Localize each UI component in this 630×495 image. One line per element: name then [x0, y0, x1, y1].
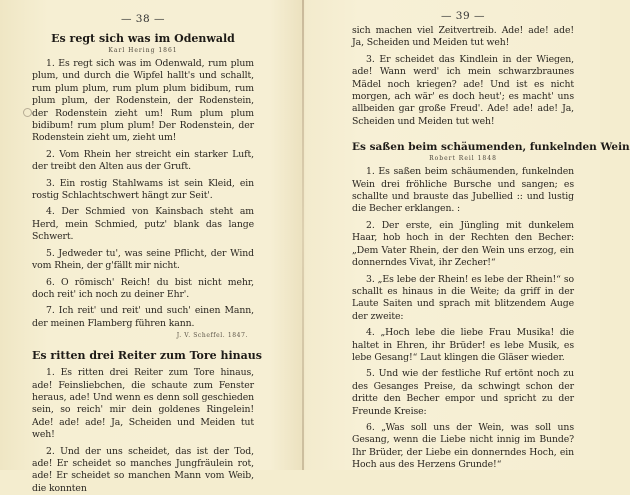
left-page — [32, 0, 262, 494]
song-title: Es ritten drei Reiter zum Tore hinaus — [32, 349, 262, 363]
song-author: Robert Reil 1848 — [429, 155, 497, 163]
right-page — [352, 0, 630, 471]
book-gutter — [302, 0, 304, 470]
stanza: 6. „Was soll uns der Wein, was soll uns Gesang, wenn die Liebe nicht innig im Bunde? Ihr Brüder, der Liebe ein donnerndes Hoch, ein Hoch aus des Herzens Grunde!“ — [352, 421, 574, 471]
song-title: Es regt sich was im Odenwald — [51, 32, 235, 45]
song-title: Es saßen beim schäumenden, funkelnden Wein — [352, 141, 630, 154]
margin-ring-mark — [23, 108, 32, 117]
stanza: 1. Es saßen beim schäumenden, funkelnden Wein drei fröhliche Bursche und sangen; es schallte und brauste das Jubellied :: und lustig die Becher erklangen. : — [352, 166, 574, 215]
stanza: 3. Er scheidet das Kindlein in der Wiegen, ade! Wann werd' ich mein schwarzbraunes Mädel noch kriegen? ade! Und ist es nicht morgen, ach wär' es doch heut'; es macht' uns allbeiden gar große Freud'. Ade! ade! ade! Ja, Scheiden und Meiden tut weh! — [352, 53, 574, 127]
stanza: 1. Es ritten drei Reiter zum Tore hinaus, ade! Feinsliebchen, die schaute zum Fenster heraus, ade! Und wenn es denn soll geschieden sein, so reich' mir dein goldenes Ringelein! Ade! ade! ade! Ja, Scheiden und Meiden tut weh! — [32, 367, 254, 441]
stanza: 4. „Hoch lebe die liebe Frau Musika! die haltet in Ehren, ihr Brüder! es lebe Musik, es lebe Gesang!“ Laut klingen die Gläser wieder. — [352, 327, 574, 363]
stanza: 2. Der erste, ein Jüngling mit dunkelem Haar, hob hoch in der Rechten den Becher: „Dem Vater Rhein, der den Wein uns erzog, ein donnerndes Vivat, ihr Zecher!“ — [352, 219, 574, 269]
stanza: 5. Jedweder tu', was seine Pflicht, der Wind vom Rhein, der g'fällt mir nicht. — [32, 247, 254, 272]
stanza: 2. Vom Rhein her streicht ein starker Luft, der treibt den Alten aus der Gruft. — [32, 148, 254, 173]
page-number: — 38 — — [120, 13, 166, 25]
stanza: 6. O römisch' Reich! du bist nicht mehr, doch reit' ich noch zu deiner Ehr'. — [32, 276, 254, 300]
stanza: 4. Der Schmied von Kainsbach steht am Herd, mein Schmied, putz' blank das lange Schwert. — [32, 206, 254, 243]
stanza: 2. Und der uns scheidet, das ist der Tod, ade! Er scheidet so manches Jungfräulein rot, ade! Er scheidet so manchen Mann vom Weib, die konnten — [32, 445, 254, 494]
stanza: 3. „Es lebe der Rhein! es lebe der Rhein!“ so schallt es hinaus in die Weite; da griff in der Laute Saiten und sprach mit blitzendem Auge der zweite: — [352, 273, 574, 322]
stanza: 7. Ich reit' und reit' und such' einen Mann, der meinen Flamberg führen kann. — [32, 305, 254, 329]
song-author: Karl Hering 1861 — [108, 47, 178, 54]
stanza: 1. Es regt sich was im Odenwald, rum plum plum, und durch die Wipfel hallt's und schallt, rum plum plum, rum plum plum bidibum, rum plum plum, der Rodenstein, der Rodenstein, der Rodenstein zieht um! Rum plum plum bidibum! rum plum plum! Der Rodenstein, der Rodenstein zieht um, zieht um! — [32, 58, 254, 144]
stanza-continuation: sich machen viel Zeitvertreib. Ade! ade! ade! Ja, Scheiden und Meiden tut weh! — [352, 25, 574, 49]
closing-attribution: J. V. Scheffel. 1847. — [176, 332, 248, 340]
stanza: 3. Ein rostig Stahlwams ist sein Kleid, ein rostig Schlachtschwert hängt zur Seit'. — [32, 177, 254, 202]
page-number: — 39 — — [440, 10, 486, 22]
stanza: 5. Und wie der festliche Ruf ertönt noch zu des Gesanges Preise, da schwingt schon der dritte den Becher empor und spricht zu der Freunde Kreise: — [352, 368, 574, 417]
